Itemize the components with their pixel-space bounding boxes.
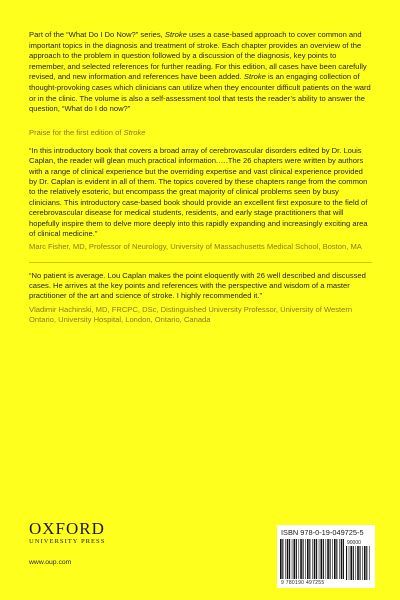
barcode-addon-digits: 90000 [347, 540, 361, 546]
publisher-logo [29, 520, 139, 546]
review-quote [29, 146, 372, 253]
isbn-text: ISBN 978-0-19-049725-5 [281, 528, 364, 537]
book-title: Stroke [243, 72, 266, 82]
barcode-icon [280, 539, 344, 579]
praise-heading: Praise for the first edition of Stroke [29, 127, 146, 137]
divider [29, 262, 372, 263]
quote-text: “No patient is average. Lou Caplan makes the point eloquently with 26 well described and discussed cases. He arrives at the key points and references with the perspective and wisdom of a master practitioner of the art and science of stroke. I highly recommended it.” [29, 270, 366, 301]
barcode-box [277, 525, 375, 588]
book-title: Stroke [164, 30, 187, 39]
quote-attribution: Marc Fisher, MD, Professor of Neurology, University of Massachusetts Medical School, Boston, MA [29, 242, 362, 252]
quote-attribution: Vladimir Hachinski, MD, FRCPC, DSc, Distinguished University Professor, University of Western Ontario, University Hospital, London, Ontario, Canada [29, 304, 353, 325]
publisher-subname: UNIVERSITY PRESS [29, 538, 106, 545]
barcode-digits: 9 780190 497255 [281, 580, 325, 586]
intro-paragraph: Part of the “What Do I Do Now?” series, Stroke uses a case-based approach to cover common and important topics in the diagnosis and treatment of stroke. Each chapter provides an overview of the approach to the problem in question followed by a discussion of the diagnosis, key points to remember, and selected references for further reading. For this edition, all cases have been carefully revised, and new information and references have been added. Stroke is an engaging collection of thought-provoking cases which clinicians can utilize when they encounter difficult patients on the ward or in the clinic. The volume is also a self-assessment tool that tests the reader’s ability to answer the question, “What do I do now?” [29, 30, 371, 114]
barcode-addon-icon [346, 546, 370, 580]
book-title: Stroke [123, 127, 146, 137]
publisher-url: www.oup.com [29, 559, 72, 566]
quote-text: “In this introductory book that covers a broad array of cerebrovascular disorders edited by Dr. Louis Caplan, the reader will glean much practical information.….The 26 chapters were written by authors with a range of clinical experience but the overriding expertise and vast clinical experience provided by Dr. Caplan is evident in all of them. The topics covered by these chapters range from the common to the relatively esoteric, but encompass the great majority of clinical problems seen by busy clinicians. This introductory case-based book should provide an excellent first exposure to the field of cerebrovascular disease for medical students, residents, and early stage practitioners that will hopefully inspire them to delve more deeply into this rapidly expanding and increasingly exciting area of clinical medicine.” [29, 145, 368, 238]
review-quote [29, 271, 372, 326]
publisher-name: OXFORD [29, 519, 105, 538]
